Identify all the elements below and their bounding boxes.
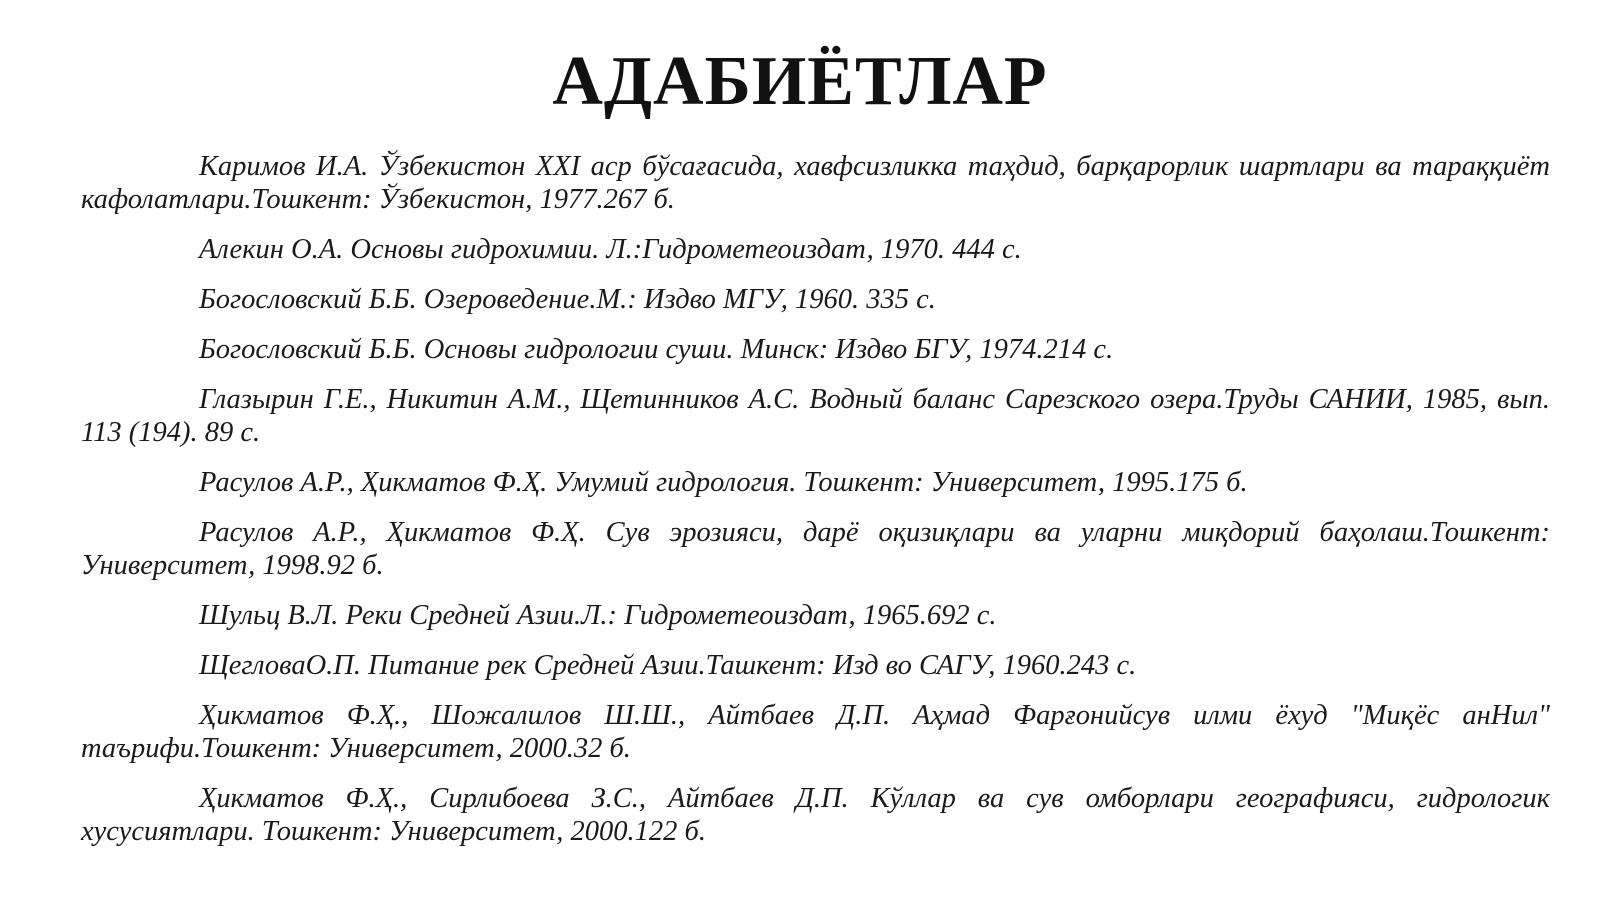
reference-item: Каримов И.А. Ўзбекистон XXI аср бўсағасида, хавфсизликка таҳдид, барқарорлик шартлари ва тараққиёт кафолатлари.Тошкент: Ўзбекистон, 1977.267 б. [81, 151, 1550, 215]
reference-item: Шульц В.Л. Реки Средней Азии.Л.: Гидрометеоиздат, 1965.692 с. [199, 600, 997, 631]
reference-item: Расулов А.Р., Ҳикматов Ф.Ҳ. Сув эрозияси, дарё оқизиқлари ва уларни миқдорий баҳолаш.Тошкент: Университет, 1998.92 б. [81, 517, 1550, 581]
reference-item: Глазырин Г.Е., Никитин А.М., Щетинников А.С. Водный баланс Сарезского озера.Труды САНИИ, 1985, вып. 113 (194). 89 с. [81, 384, 1550, 448]
reference-item: Расулов А.Р., Ҳикматов Ф.Ҳ. Умумий гидрология. Тошкент: Университет, 1995.175 б. [199, 467, 1248, 498]
reference-item: Ҳикматов Ф.Ҳ., Шожалилов Ш.Ш., Айтбаев Д.П. Аҳмад Фарғонийсув илми ёхуд "Миқёс анНил" таърифи.Тошкент: Университет, 2000.32 б. [81, 700, 1550, 764]
page-title: АДАБИЁТЛАР [552, 43, 1048, 120]
reference-item: Богословский Б.Б. Основы гидрологии суши. Минск: Издво БГУ, 1974.214 с. [199, 334, 1114, 365]
reference-item: Ҳикматов Ф.Ҳ., Сирлибоева З.С., Айтбаев Д.П. Кўллар ва сув омборлари географияси, гидрологик хусусиятлари. Тошкент: Университет, 2000.122 б. [81, 783, 1550, 847]
reference-list [81, 150, 1550, 865]
reference-item: Богословский Б.Б. Озероведение.М.: Издво МГУ, 1960. 335 с. [199, 284, 936, 315]
reference-item: Алекин О.А. Основы гидрохимии. Л.:Гидрометеоиздат, 1970. 444 с. [199, 234, 1022, 265]
reference-item: ЩегловаО.П. Питание рек Средней Азии.Ташкент: Изд во САГУ, 1960.243 с. [199, 650, 1137, 681]
